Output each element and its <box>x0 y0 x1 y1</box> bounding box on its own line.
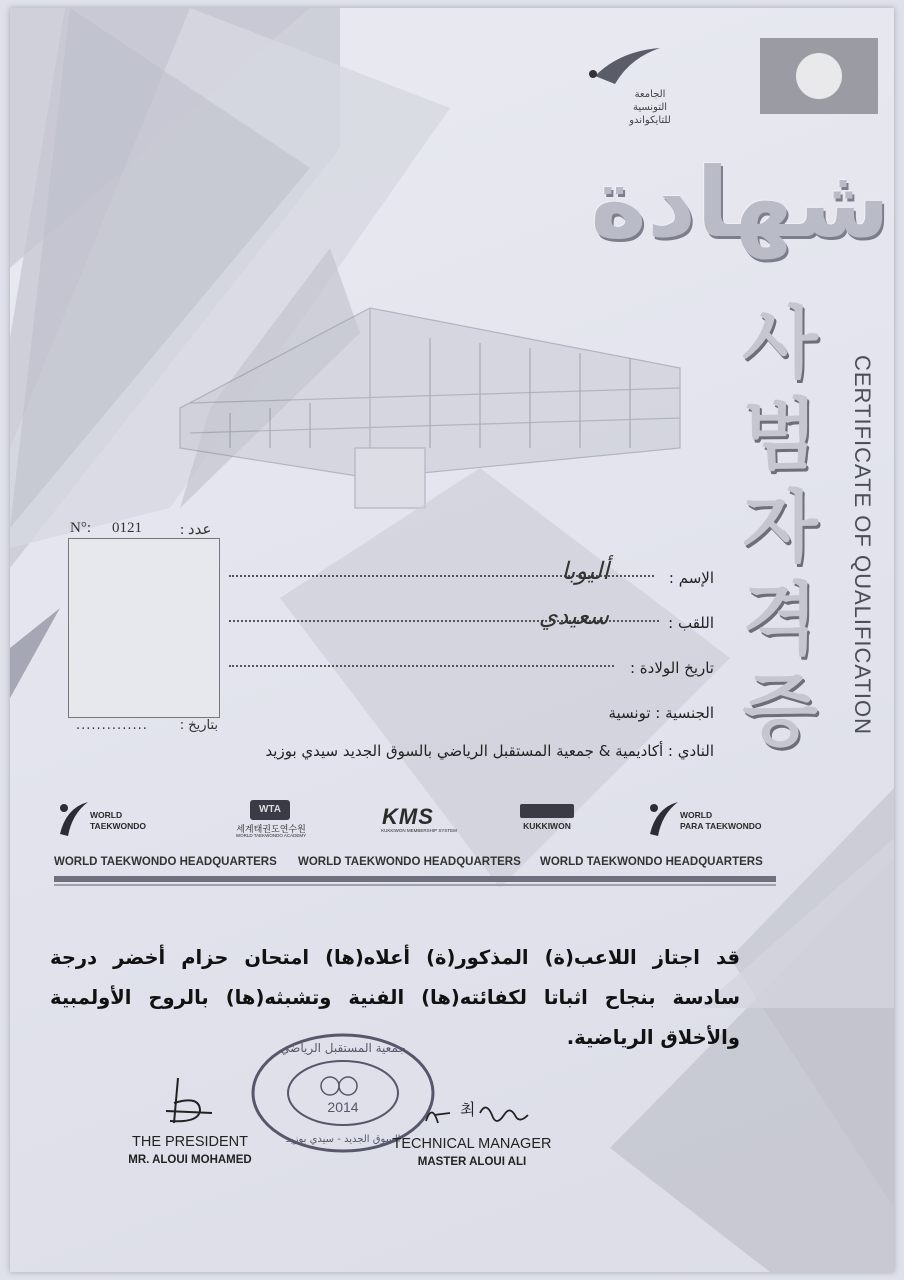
world-taekwondo-icon <box>56 798 90 838</box>
federation-logo-icon <box>585 46 665 86</box>
surname-field: اللقب : سعيدي <box>234 608 714 638</box>
world-para-taekwondo-logo: WORLD PARA TAEKWONDO <box>680 810 762 831</box>
wta-logo-icon: WTA <box>250 800 290 820</box>
title-korean: 사 범 자 격 증 <box>742 299 818 757</box>
club-field: النادي : أكاديمية & جمعية المستقبل الرياضي بالسوق الجديد سيدي بوزيد <box>265 742 714 760</box>
world-taekwondo-logo: WORLD TAEKWONDO <box>90 810 147 831</box>
svg-text:جمعية المستقبل الرياضي: جمعية المستقبل الرياضي <box>280 1041 406 1055</box>
kukkiwon-logo: KUKKIWON <box>523 821 571 831</box>
partner-logos <box>10 790 894 850</box>
birthdate-field: تاريخ الولادة : <box>234 653 714 683</box>
kukkiwon-logo-icon <box>520 804 574 818</box>
manager-signature <box>420 1093 540 1133</box>
tunisia-flag-icon <box>760 38 878 114</box>
svg-text:최: 최 <box>460 1100 476 1119</box>
svg-text:السوق الجديد - سيدي بوزيد: السوق الجديد - سيدي بوزيد <box>285 1134 401 1145</box>
hq-label-2: WORLD TAEKWONDO HEADQUARTERS <box>298 856 521 868</box>
svg-text:2014: 2014 <box>327 1099 359 1115</box>
president-signature <box>160 1073 220 1128</box>
photo-placeholder <box>68 538 220 718</box>
world-para-taekwondo-icon <box>646 798 680 838</box>
title-arabic: شهادة <box>590 147 890 259</box>
hq-label-1: WORLD TAEKWONDO HEADQUARTERS <box>54 856 277 868</box>
manager-name: MASTER ALOUI ALI <box>417 1156 527 1168</box>
hq-label-3: WORLD TAEKWONDO HEADQUARTERS <box>540 856 763 868</box>
federation-name: الجامعة التونسية للتايكواندو <box>629 89 671 126</box>
wta-name: 세계태권도연수원 <box>236 824 306 834</box>
nationality-field: الجنسية : تونسية <box>608 704 714 722</box>
president-name: MR. ALOUI MOHAMED <box>128 1154 252 1166</box>
president-title: THE PRESIDENT <box>131 1134 248 1150</box>
divider-bar-thin <box>54 884 776 886</box>
wta-subtitle: WORLD TAEKWONDO ACADEMY <box>235 833 307 838</box>
manager-title: TECHNICAL MANAGER <box>392 1136 552 1152</box>
certificate-statement: قد اجتاز اللاعب(ة) المذكور(ة) أعلاه(ها) امتحان حزام أخضر درجة سادسة بنجاح اثباتا لكفائته(ها) الفنية وتشبثه(ها) بالروح الأولمبية والأخلاق الرياضية. <box>50 946 740 1049</box>
title-english: CERTIFICATE OF QUALIFICATION <box>850 354 875 736</box>
name-field: الإسم : أليوبا <box>234 563 714 593</box>
kms-subtitle: KUKKIWON MEMBERSHIP SYSTEM <box>381 828 457 833</box>
flag-crescent-disc <box>796 53 842 99</box>
divider-bar <box>54 876 776 882</box>
certificate-page: الجامعة التونسية للتايكواندو شهادة 사 범 자 격 증 CERTIFICATE OF QUALIFICATION N°: 0121 عدد : .............. بتاريخ : الإسم : أليوبا اللقب : سعيدي تاريخ الولادة : الجنسية : تونسية النادي : أكاديمية & جمعية المستقبل الرياضي بالسوق الجديد سيدي بوزيد WORLD TAEKWONDO WTA 세계태권도연수원 WORLD TAEKWONDO ACADEMY KMS KUKKIWON MEMBERSHIP SYSTEM KUKKIWON WORLD PARA TAEKWONDO WORLD TAEKWONDO HEADQUARTERS WORLD TAEKWONDO HEADQUARTERS WORLD TAEKWONDO HEADQUARTERS قد اجتاز اللاعب(ة) المذكور(ة) أعلاه(ها) امتحان حزام أخضر درجة سادسة بنجاح اثباتا لكفائته(ها) الفنية وتشبثه(ها) بالروح الأولمبية والأخلاق الرياضية. 2014 جمعية المستقبل الرياضي السوق الجديد - سيدي بوزيد THE PRESIDENT MR. ALOUI MOHAMED 최 TECHNICAL MANAGER MASTER ALOUI ALI <box>10 8 894 1272</box>
kms-logo: KMS <box>382 804 434 829</box>
